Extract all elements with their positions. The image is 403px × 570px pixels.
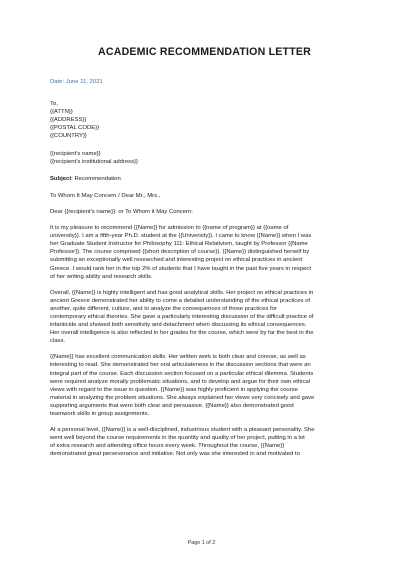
paragraph-line: It is my pleasure to recommend {{Name}} for admission to {{name of program}} at {{name of xyxy=(50,225,289,232)
recipient-line: {{ATTN}} xyxy=(50,109,73,116)
paragraph-line: university}}. I am a fifth-year Ph.D. student at the {{University}}. I came to know {{Name}} when I was xyxy=(50,233,312,240)
subject-line xyxy=(50,175,359,183)
paragraph-line: Overall, {{Name}} is highly intelligent and has good analytical skills. Her project on ethical practices in xyxy=(50,289,314,296)
paragraph-line: teamwork skills in group assignments. xyxy=(50,411,150,417)
paragraph-line: material in analyzing the problem situations. She always explained her views very concisely and gave xyxy=(50,394,315,401)
paragraph-line: of extra research and attending office hours every week. Throughout the course, {{Name}} xyxy=(50,443,285,450)
paragraph-line: Professor}}. The course comprised {{short description of course}}. {{Name}} distinguished herself by xyxy=(50,249,310,256)
paragraph-line: interesting to read. She demonstrated her oral articulateness in the discussion sections that were an xyxy=(50,362,311,369)
subject-label: Subject xyxy=(50,175,72,182)
paragraph-line: contemporary ethical theories. She gave a particularly interesting discussion of the difficult practice of xyxy=(50,313,314,320)
paragraph-line: supporting arguments that were both clear and persuasive. {{Name}} also demonstrated good xyxy=(50,402,294,409)
body-paragraph-intro xyxy=(50,224,359,281)
paragraph-line: demonstrated great perseverance and initiative. Not only was she interested in and motivated to xyxy=(50,451,300,458)
paragraph-line: were required analyze morally problematic situations, and to develop and argue for their own ethical xyxy=(50,378,310,385)
paragraph-line: views with regard to the issue in question. {{Name}} was highly proficient in applying the course xyxy=(50,386,298,393)
salutation-primary: To Whom It May Concern / Dear Mr., Mrs., xyxy=(50,192,161,199)
letter-date: Date: June 11, 2021 xyxy=(50,79,103,85)
body-paragraph-communication xyxy=(50,353,359,418)
recipient-line: {{ADDRESS}} xyxy=(50,117,87,124)
recipient-name-block xyxy=(50,150,359,166)
paragraph-line: {{Name}} has excellent communication skills. Her written work is both clear and conose, as well as xyxy=(50,354,306,361)
paragraph-line: submitting an exceptionally well researched and interesting project on ethical practices in ancient xyxy=(50,257,303,264)
subject-text: : Recommendation xyxy=(71,175,121,182)
paragraph-line: class. xyxy=(50,338,66,345)
paragraph-line: another, quite different, culture, and to analyze the consequences of those practices for xyxy=(50,305,277,312)
paragraph-line: went well beyond the course requirements in the quantity and quality of her project, putting in a lot xyxy=(50,435,305,442)
recipient-name-line: {{recipient’s institutional address}} xyxy=(50,158,138,165)
paragraph-line: Her overall intelligence is also reflected in her grades for the course, which were by far the best in the xyxy=(50,330,314,337)
body-paragraph-personal xyxy=(50,426,359,458)
recipient-name-line: {{recipient’s name}} xyxy=(50,150,101,157)
recipient-address-block xyxy=(50,100,359,140)
salutation-alternate: Dear {{recipient’s name}}: or To Whom it May Concern: xyxy=(50,208,193,215)
paragraph-line: At a personal level, {{Name}} is a well-disciplined, industrious student with a pleasant personality. She xyxy=(50,427,315,434)
recipient-line: To, xyxy=(50,101,58,108)
paragraph-line: her Graduate Student Instructor for Philosophy 111: Ethical Relativism, taught by Professor {{Name xyxy=(50,241,308,248)
paragraph-line: of her writing ability and research skills. xyxy=(50,273,153,280)
paragraph-line: integral part of the course. Each discussion section focused on a particular ethical dilemma. Students xyxy=(50,370,314,377)
recipient-line: {{POSTAL CODE}} xyxy=(50,125,100,132)
page-number-footer: Page 1 of 2 xyxy=(187,540,216,546)
paragraph-line: infanticide and showed both sensitivity and detachment when discussing its ethical consequences. xyxy=(50,322,307,329)
paragraph-line: Greece. I would rank her in the top 2% of students that I have taught in the past five years in respect xyxy=(50,265,311,272)
paragraph-line: ancient Greece demonstrated her ability to come a detailed understanding of the ethical practices of xyxy=(50,297,310,304)
letter-title: ACADEMIC RECOMMENDATION LETTER xyxy=(98,46,311,58)
recipient-line: {{COUNTRY}} xyxy=(50,133,87,140)
body-paragraph-intelligence xyxy=(50,289,359,346)
